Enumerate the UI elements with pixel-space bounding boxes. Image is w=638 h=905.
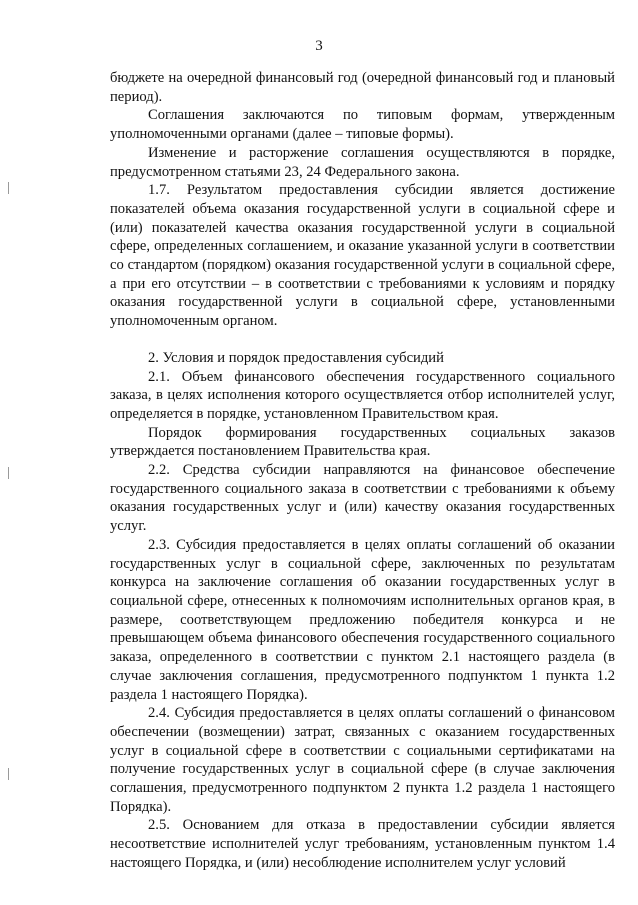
margin-mark	[8, 768, 9, 780]
paragraph-agreements-forms: Соглашения заключаются по типовым формам, утвержденным уполномоченными органами (далее – типовые формы).	[110, 107, 615, 143]
paragraph-2-4: 2.4. Субсидия предоставляется в целях оплаты соглашений о финансовом обеспечении (возмещении) затрат, связанных с оказанием государственных услуг в социальной сфере в соответствии с социальными сертификатами на получение государственных услуг в социальной сфере (в случае заключения соглашения, предусмотренного подпунктом 2 пункта 1.2 раздела 1 настоящего Порядка).	[110, 705, 615, 815]
margin-mark	[8, 182, 9, 194]
margin-mark	[8, 467, 9, 479]
paragraph-2-5: 2.5. Основанием для отказа в предоставлении субсидии является несоответствие исполнителей услуг требованиям, установленным пунктом 1.4 настоящего Порядка, и (или) несоблюдение исполнителем услуг условий	[110, 817, 615, 871]
paragraph-budget-continuation: бюджете на очередной финансовый год (очередной финансовый год и плановый период).	[110, 70, 615, 105]
paragraph-1-7: 1.7. Результатом предоставления субсидии является достижение показателей объема оказания государственной услуги в социальной сфере и (или) показателей качества оказания государственной услуги в социальной сфере, определенных соглашением, и оказание указанной услуги в соответствии со стандартом (порядком) оказания государственной услуги в социальной сфере, а при его отсутствии – в соответствии с требованиями к условиям и порядку оказания государственной услуги в социальной сфере, установленными уполномоченным органом.	[110, 182, 615, 330]
page-number: 3	[315, 38, 323, 54]
paragraph-2-1: 2.1. Объем финансового обеспечения государственного социального заказа, в целях исполнения которого осуществляется отбор исполнителей услуг, определяется в порядке, установленном Правительством края.	[110, 368, 615, 422]
paragraph-2-3: 2.3. Субсидия предоставляется в целях оплаты соглашений об оказании государственных услуг в социальной сфере, заключенных по результатам конкурса на заключение соглашения об оказании государственных услуг в социальной сфере, отнесенных к полномочиям исполнительных органов края, в размере, соответствующем предложению победителя конкурса и не превышающем объема финансового обеспечения государственного социального заказа, определенного в соответствии с пунктом 2.1 настоящего раздела (в случае заключения соглашения, предусмотренного подпунктом 1 пункта 1.2 раздела 1 настоящего Порядка).	[110, 536, 615, 703]
document-body	[110, 69, 615, 873]
paragraph-agreement-changes: Изменение и расторжение соглашения осуществляются в порядке, предусмотренном статьями 23, 24 Федерального закона.	[110, 144, 615, 180]
paragraph-gap	[110, 331, 615, 349]
paragraph-order-formation: Порядок формирования государственных социальных заказов утверждается постановлением Правительства края.	[110, 424, 615, 460]
paragraph-2-2: 2.2. Средства субсидии направляются на финансовое обеспечение государственного социального заказа в соответствии с требованиями к объему оказания государственных услуг и (или) качеству оказания государственных услуг.	[110, 462, 615, 535]
section-heading-2: 2. Условия и порядок предоставления субсидий	[148, 349, 444, 366]
